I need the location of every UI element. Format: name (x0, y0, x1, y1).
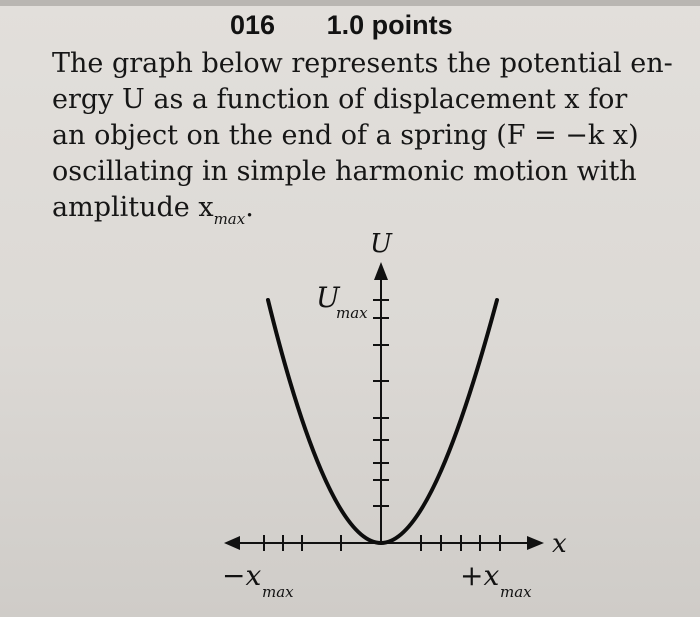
pos-xmax-subscript: max (500, 583, 532, 601)
neg-xmax-subscript: max (262, 583, 294, 601)
x-axis-left-arrow (224, 536, 240, 550)
question-points: 1.0 points (326, 10, 453, 40)
y-axis-arrow (374, 262, 388, 280)
umax-subscript: max (336, 304, 368, 322)
pos-xmax-label: +x (460, 559, 500, 592)
question-number: 016 (230, 10, 276, 40)
neg-xmax-label: −x (222, 559, 262, 592)
y-axis-label: U (370, 229, 392, 259)
question-line-1: The graph below represents the potential en- (52, 48, 673, 79)
amplitude-period: . (245, 192, 254, 223)
question-line-3: an object on the end of a spring (F = −k x) (52, 120, 639, 151)
umax-label: U (316, 281, 340, 314)
x-axis-right-arrow (527, 536, 544, 550)
question-line-2: ergy U as a function of displacement x for (52, 84, 628, 115)
question-line-4: oscillating in simple harmonic motion with (52, 156, 637, 187)
amplitude-subscript: max (213, 210, 246, 228)
x-axis-label: x (552, 529, 567, 559)
amplitude-text: amplitude x (52, 192, 214, 223)
